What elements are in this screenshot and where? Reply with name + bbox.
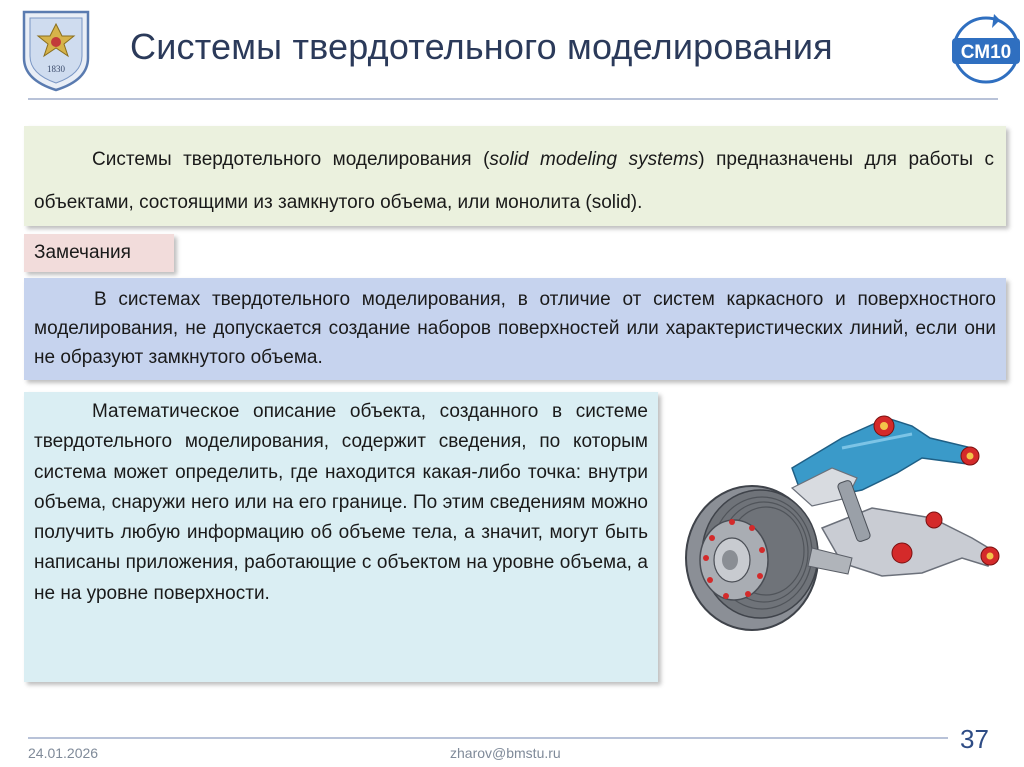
page-title: Системы твердотельного моделирования — [130, 26, 833, 67]
definition-term-italic: solid modeling systems — [489, 149, 699, 170]
remarks-label: Замечания — [24, 234, 174, 272]
math-description-text: Математическое описание объекта, созданного в системе твердотельного моделирования, содержит сведения, по которым система может определить, где находится какая-либо точка: внутри объема, снаружи него или на его границе. По этим сведениям можно получить любую информацию об объеме тела, а значит, могут быть написаны приложения, работающие с объектом на уровне объема, а не на уровне поверхности. — [34, 401, 648, 604]
definition-text: Системы твердотельного моделирования (solid modeling systems) предназначены для работы с объектами, состоящими из замкнутого объема, или монолита (solid). — [34, 149, 994, 213]
suspension-solid-model-image — [672, 398, 1014, 660]
footer-email: zharov@bmstu.ru — [450, 745, 561, 761]
header-divider — [28, 98, 998, 100]
bmstu-crest-logo — [16, 6, 96, 94]
cm10-logo — [948, 10, 1024, 86]
svg-text:СМ10: СМ10 — [960, 42, 1012, 63]
svg-text:1830: 1830 — [47, 64, 65, 74]
math-description-block — [24, 392, 658, 682]
footer-date: 24.01.2026 — [28, 745, 99, 761]
definition-block — [24, 126, 1006, 226]
footer-divider — [28, 737, 948, 739]
page-number: 37 — [960, 724, 989, 754]
remarks-text: В системах твердотельного моделирования, в отличие от систем каркасного и поверхностного моделирования, не допускается создание наборов поверхностей или характеристических линий, если они не образуют замкнутого объема. — [34, 289, 996, 368]
remarks-block — [24, 278, 1006, 380]
